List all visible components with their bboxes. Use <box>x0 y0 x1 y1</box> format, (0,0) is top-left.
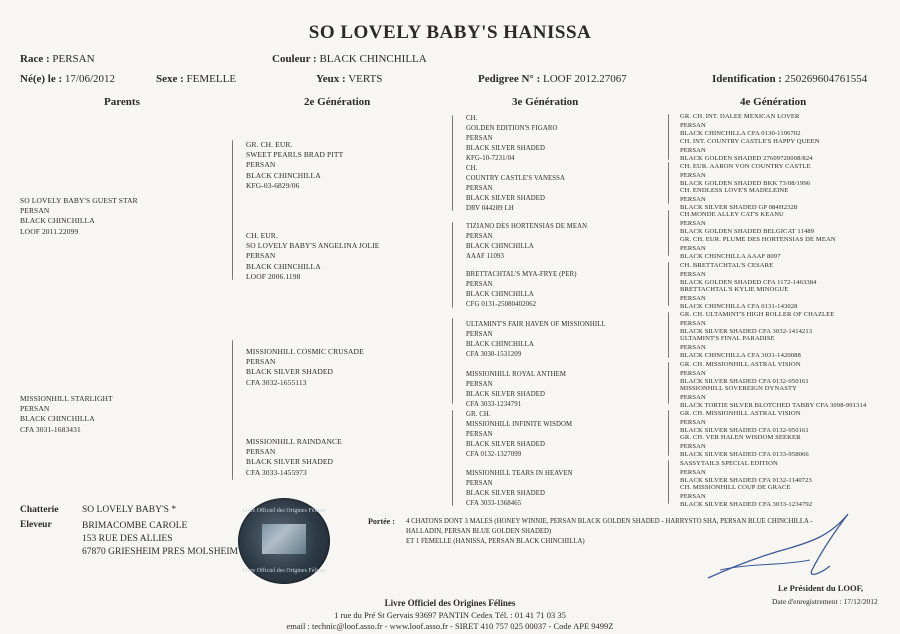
footer-org: Livre Officiel des Origines Félines <box>384 598 516 608</box>
g4-entry: ULTAMINT'S FINAL PARADISE PERSAN BLACK CHINCHILLA CFA 3031-1420088 <box>680 335 801 360</box>
birth-date-field: Né(e) le : 17/06/2012 <box>20 73 116 85</box>
bracket-g4 <box>668 460 669 504</box>
pedigree-number-field: Pedigree N° : LOOF 2012.27067 <box>478 73 627 85</box>
loof-seal-icon: Livre Officiel des Origines Félines Livre Officiel des Origines Félines <box>238 498 330 584</box>
g4-entry: GR. CH. MISSIONHILL ASTRAL VISION PERSAN BLACK SILVER SHADED CFA 0132-950161 <box>680 361 809 386</box>
g4-entry: CH.MONDE ALLEY CAT'S KEANU PERSAN BLACK GOLDEN SHADED BELGICAT 11489 <box>680 211 815 236</box>
president-label: Le Président du LOOF, <box>778 583 864 593</box>
footer-address: 1 rue du Pré St Gervais 93697 PANTIN Cedex Tél. : 01 41 71 03 35 <box>334 610 566 620</box>
g2-entry: CH. EUR. SO LOVELY BABY'S ANGELINA JOLIE PERSAN BLACK CHINCHILLA LOOF 2006.1198 <box>246 231 380 281</box>
bracket-g4 <box>668 262 669 306</box>
sexe-field: Sexe : FEMELLE <box>156 73 237 85</box>
g2-entry: MISSIONHILL RAINDANCE PERSAN BLACK SILVER SHADED CFA 3033-1455973 <box>246 437 342 477</box>
g4-entry: SASSYTAILS SPECIAL EDITION PERSAN BLACK SILVER SHADED CFA 0132-1140723 <box>680 460 812 485</box>
header-g2: 2e Génération <box>304 96 371 108</box>
parent-dam: MISSIONHILL STARLIGHT PERSAN BLACK CHINCHILLA CFA 3031-1683431 <box>20 394 113 434</box>
header-g4: 4e Génération <box>740 96 807 108</box>
g3-entry: MISSIONHILL ROYAL ANTHEM PERSAN BLACK SILVER SHADED CFA 3033-1234791 <box>466 371 567 409</box>
president-signature-icon <box>700 508 860 588</box>
g4-entry: GR. CH. EUR. PLUME DES HORTENSIAS DE MEAN PERSAN BLACK CHINCHILLA AAAF 8097 <box>680 236 836 261</box>
g4-entry: CH. BRETTACHTAL'S CESARE PERSAN BLACK GOLDEN SHADED CFA 1172-1463384 <box>680 262 817 287</box>
chatterie-value: SO LOVELY BABY'S * <box>82 505 177 515</box>
g3-entry: CH. COUNTRY CASTLE'S VANESSA PERSAN BLACK SILVER SHADED DRV 044289 LH <box>466 165 566 213</box>
g3-entry: MISSIONHILL TEARS IN HEAVEN PERSAN BLACK SILVER SHADED CFA 3033-1368465 <box>466 470 573 508</box>
chatterie-label: Chatterie <box>20 505 59 515</box>
bracket-g3 <box>452 115 453 211</box>
header-parents: Parents <box>104 96 140 108</box>
g4-entry: BRETTACHTAL'S KYLIE MINOGUE PERSAN BLACK CHINCHILLA CFA 0131-143028 <box>680 286 798 311</box>
bracket-g3 <box>452 222 453 308</box>
portee-text: 4 CHATONS DONT 3 MALES (HONEY WINNIE, PERSAN BLACK GOLDEN SHADED - HARRYSTO SHA, PERSAN BLUE CHINCHILLA - HALLADIN, PERSAN BLUE GOLDEN SHADED) ET 1 FEMELLE (HANISSA, PERSAN BLACK CHINCHILLA) <box>406 518 813 545</box>
registration-date: Date d'enregistrement : 17/12/2012 <box>772 597 878 606</box>
bracket-g2-bottom <box>232 340 233 480</box>
g3-entry: CH. GOLDEN EDITION'S FIGARO PERSAN BLACK SILVER SHADED KFG-10-7231/04 <box>466 115 558 163</box>
bracket-g3 <box>452 318 453 404</box>
footer-contact: email : technic@loof.asso.fr - www.loof.asso.fr - SIRET 410 757 025 00037 - Code APE 9499Z <box>286 621 614 631</box>
bracket-g4 <box>668 162 669 204</box>
g4-entry: GR. CH. VER HALEN WISDOM SEEKER PERSAN BLACK SILVER SHADED CFA 0133-958066 <box>680 434 809 459</box>
g3-entry: TIZIANO DES HORTENSIAS DE MEAN PERSAN BLACK CHINCHILLA AAAF 11093 <box>466 223 588 261</box>
g3-entry: GR. CH. MISSIONHILL INFINITE WISDOM PERSAN BLACK SILVER SHADED CFA 0132-1327099 <box>466 411 573 459</box>
parent-sire: SO LOVELY BABY'S GUEST STAR PERSAN BLACK CHINCHILLA LOOF 2011.22099 <box>20 196 138 236</box>
g4-entry: GR. CH. MISSIONHILL ASTRAL VISION PERSAN BLACK SILVER SHADED CFA 0132-950161 <box>680 410 809 435</box>
race-field: Race : PERSAN <box>20 53 95 65</box>
eleveur-label: Eleveur <box>20 520 52 530</box>
g4-entry: GR. CH. ULTAMINT'S HIGH ROLLER OF CHAZLEE PERSAN BLACK SILVER SHADED CFA 3032-1414213 <box>680 311 835 336</box>
page-title: SO LOVELY BABY'S HANISSA <box>308 22 592 43</box>
g3-entry: ULTAMINT'S FAIR HAVEN OF MISSIONHILL PERSAN BLACK CHINCHILLA CFA 3030-1531209 <box>466 321 606 359</box>
bracket-g4 <box>668 210 669 256</box>
bracket-g4 <box>668 114 669 160</box>
g2-entry: GR. CH. EUR. SWEET PEARLS BRAD PITT PERSAN BLACK CHINCHILLA KFG-03-6829/06 <box>246 140 344 190</box>
g4-entry: GR. CH. INT. DALEE MEXICAN LOVER PERSAN BLACK CHINCHILLA CFA 0130-1196702 <box>680 113 801 138</box>
bracket-g4 <box>668 410 669 456</box>
couleur-field: Couleur : BLACK CHINCHILLA <box>272 53 427 65</box>
portee-label: Portée : <box>368 517 395 526</box>
g4-entry: CH. EUR. AARON VON COUNTRY CASTLE PERSAN BLACK GOLDEN SHADED BKK 73/08/1996 <box>680 163 811 188</box>
identification-field: Identification : 250269604761554 <box>712 73 868 85</box>
g3-entry: BRETTACHTAL'S MYA-FRYE (PER) PERSAN BLACK CHINCHILLA CFG 0131-25080402062 <box>466 271 577 309</box>
header-g3: 3e Génération <box>512 96 579 108</box>
g4-entry: MISSIONHILL SOVEREIGN DYNASTY PERSAN BLACK TORTIE SILVER BLOTCHED TABBY CFA 3098-991314 <box>680 385 867 410</box>
bracket-g4 <box>668 362 669 404</box>
bracket-g4 <box>668 312 669 358</box>
eleveur-info: BRIMACOMBE CAROLE 153 RUE DES ALLIES 67870 GRIESHEIM PRES MOLSHEIM <box>82 521 238 557</box>
g2-entry: MISSIONHILL COSMIC CRUSADE PERSAN BLACK SILVER SHADED CFA 3032-1655113 <box>246 347 364 387</box>
yeux-field: Yeux : VERTS <box>316 73 383 85</box>
g4-entry: CH. INT. COUNTRY CASTLE'S HAPPY QUEEN PERSAN BLACK GOLDEN SHADED 27609720008/824 <box>680 138 820 163</box>
bracket-g2-top <box>232 140 233 280</box>
bracket-g3 <box>452 410 453 506</box>
g4-entry: CH. MISSIONHILL COUP DE GRACE PERSAN BLACK SILVER SHADED CFA 3033-1234792 <box>680 484 813 509</box>
g4-entry: CH. ENDLESS LOVE'S MADELEINE PERSAN BLACK SILVER SHADED GP 084H2328 <box>680 187 798 212</box>
